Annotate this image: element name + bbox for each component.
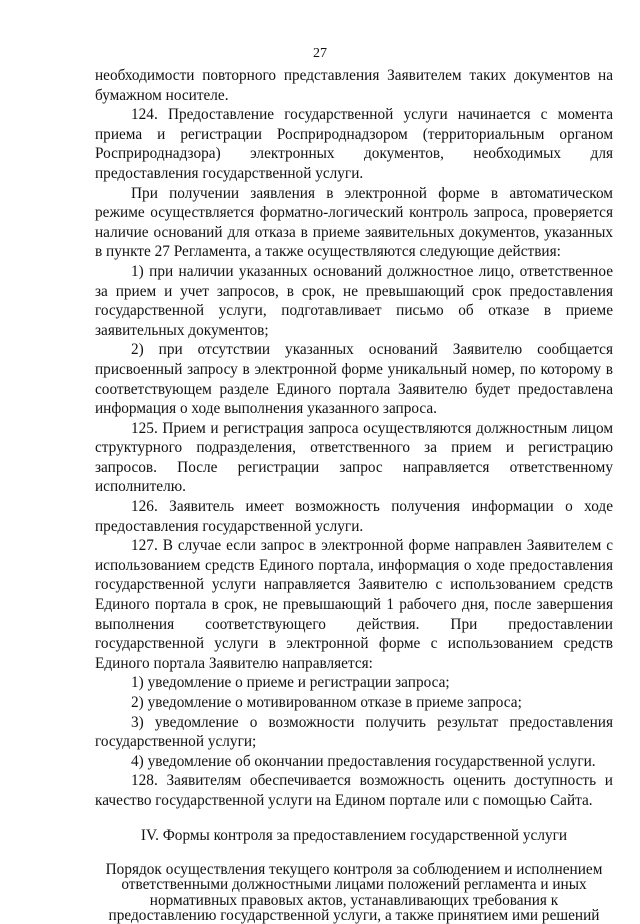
- section-heading: IV. Формы контроля за предоставлением государственной услуги: [140, 826, 568, 844]
- paragraph-126: 126. Заявитель имеет возможность получения информации о ходе предоставления государственной услуги.: [95, 498, 613, 535]
- list-item-1-refusal: 1) при наличии указанных оснований должностное лицо, ответственное за прием и учет запросов, в срок, не превышающий срок предоставления государственной услуги, подготавливает письмо об отказе в приеме заявительных документов;: [95, 262, 613, 339]
- notice-item-4: 4) уведомление об окончании предоставления государственной услуги.: [131, 752, 596, 770]
- paragraph-electronic-check: При получении заявления в электронной форме в автоматическом режиме осуществляется форматно-логический контроль запроса, проверяется наличие оснований для отказа в приеме заявительных документов, указанных в пункте 27 Регламента, а также осуществляются следующие действия:: [95, 184, 613, 261]
- page-number: 27: [313, 46, 327, 61]
- paragraph-125: 125. Прием и регистрация запроса осуществляются должностным лицом структурного подразделения, ответственного за прием и регистрацию запросов. После регистрации запрос направляется ответственному исполнителю.: [95, 419, 613, 496]
- paragraph-128: 128. Заявителям обеспечивается возможность оценить доступность и качество государственной услуги на Едином портале или с помощью Сайта.: [95, 772, 613, 809]
- paragraph-continuation: необходимости повторного представления Заявителем таких документов на бумажном носителе.: [95, 67, 613, 104]
- paragraph-124: 124. Предоставление государственной услуги начинается с момента приема и регистрации Росприроднадзором (территориальным органом Росприроднадзора) электронных документов, необходимых для предоставления государственной услуги.: [95, 106, 613, 182]
- notice-item-1: 1) уведомление о приеме и регистрации запроса;: [131, 674, 450, 692]
- notice-item-3: 3) уведомление о возможности получить результат предоставления государственной услуги;: [95, 713, 613, 751]
- subsection-heading: Порядок осуществления текущего контроля за соблюдением и исполнением ответственными должностными лицами положений регламента и иных нормативных правовых актов, устанавливающих требования к предоставлению государственной услуги, а также принятием ими решений: [105, 860, 603, 924]
- list-item-2-number: 2) при отсутствии указанных оснований Заявителю сообщается присвоенный запросу в электронной форме уникальный номер, по которому в соответствующем разделе Единого портала Заявителю будет предоставлена информация о ходе выполнения указанного запроса.: [95, 341, 613, 418]
- notice-item-2: 2) уведомление о мотивированном отказе в приеме запроса;: [131, 694, 522, 711]
- paragraph-127: 127. В случае если запрос в электронной форме направлен Заявителем с использованием средств Единого портала, информация о ходе предоставления государственной услуги направляется Заявителю с использованием средств Единого портала в срок, не превышающий 1 рабочего дня, после завершения выполнения соответствующего действия. При предоставлении государственной услуги в электронной форме с использованием средств Единого портала Заявителю направляется:: [95, 537, 613, 672]
- page-body: [95, 66, 613, 924]
